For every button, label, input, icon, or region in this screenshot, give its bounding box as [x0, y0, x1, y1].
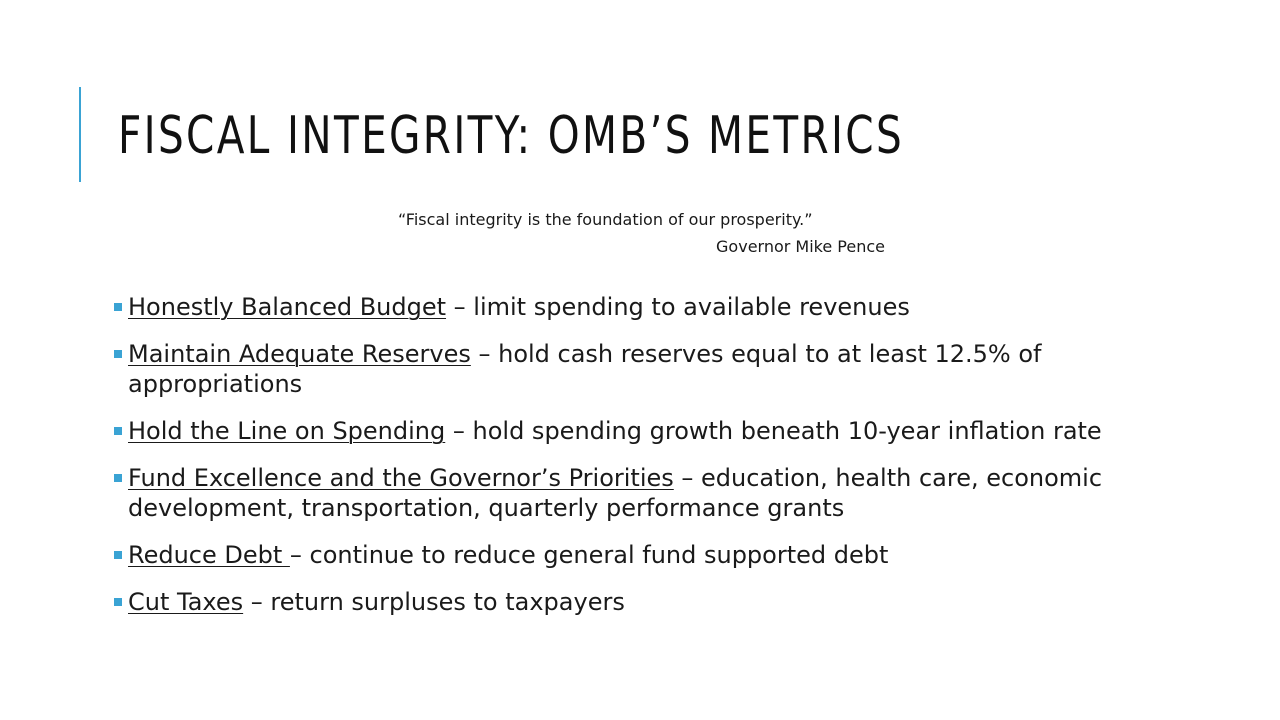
metric-term: Fund Excellence and the Governor’s Priorities [128, 464, 674, 492]
metric-term: Maintain Adequate Reserves [128, 340, 471, 368]
slide-title: FISCAL INTEGRITY: OMB’S METRICS [118, 106, 905, 166]
metric-item-reduce-debt [114, 540, 1114, 570]
metric-item-fund-excellence [114, 463, 1114, 523]
square-bullet-icon [114, 427, 122, 435]
metric-term: Honestly Balanced Budget [128, 293, 447, 321]
square-bullet-icon [114, 350, 122, 358]
metric-description: – hold cash reserves equal to at least 12.5% of appropriations [128, 340, 1042, 398]
quote-text: “Fiscal integrity is the foundation of our prosperity.” [398, 210, 813, 229]
metric-term: Reduce Debt [128, 541, 290, 569]
square-bullet-icon [114, 598, 122, 606]
metrics-list [114, 292, 1114, 634]
square-bullet-icon [114, 551, 122, 559]
square-bullet-icon [114, 303, 122, 311]
metric-description: – return surpluses to taxpayers [243, 588, 625, 616]
metric-item-cut-taxes [114, 587, 1114, 617]
metric-description: – continue to reduce general fund supported debt [289, 541, 889, 569]
metric-description: – education, health care, economic development, transportation, quarterly performance grants [128, 464, 1103, 522]
metric-description: – limit spending to available revenues [446, 293, 910, 321]
metric-item-balanced-budget [114, 292, 1114, 322]
quote-author: Governor Mike Pence [716, 237, 885, 256]
metric-item-adequate-reserves [114, 339, 1114, 399]
title-accent-bar [79, 87, 81, 182]
metric-term: Cut Taxes [128, 588, 244, 616]
square-bullet-icon [114, 474, 122, 482]
metric-term: Hold the Line on Spending [128, 417, 446, 445]
quote-block [300, 206, 885, 260]
metric-item-hold-spending [114, 416, 1114, 446]
metric-description: – hold spending growth beneath 10-year inflation rate [445, 417, 1102, 445]
